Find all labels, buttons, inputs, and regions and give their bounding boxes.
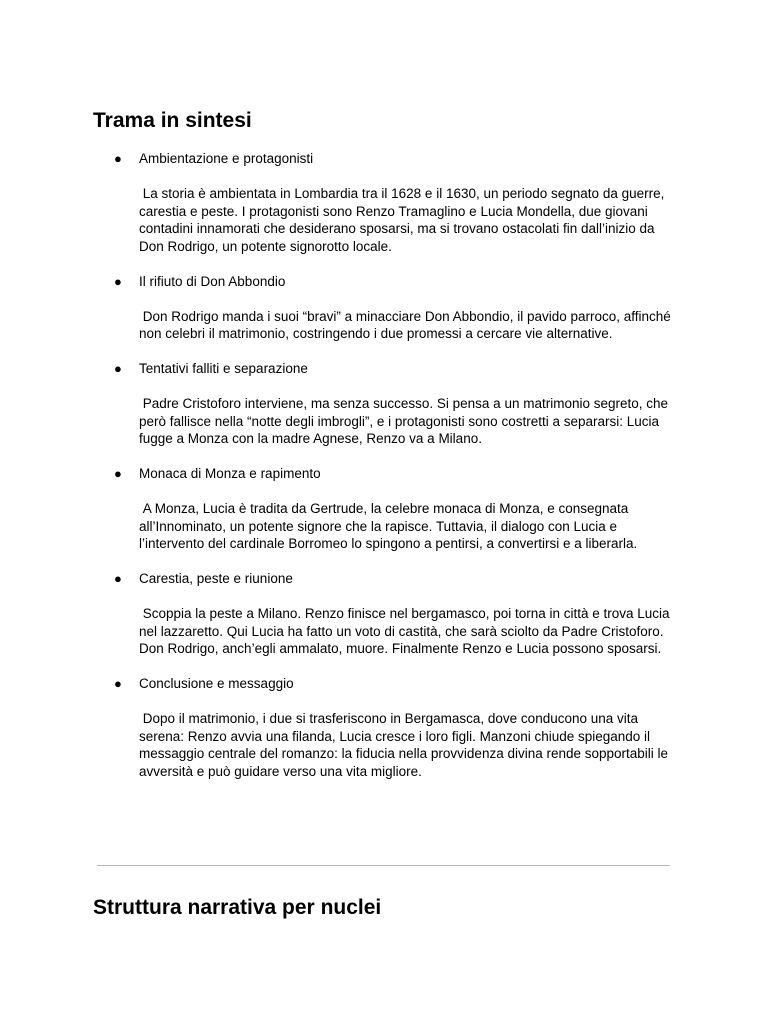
list-item-title: Il rifiuto di Don Abbondio [139, 273, 286, 289]
bullet-icon: ● [114, 675, 122, 691]
list-item-title: Ambientazione e protagonisti [139, 151, 314, 166]
list-item [0, 273, 768, 343]
list-item [0, 360, 768, 448]
bullet-icon: ● [114, 570, 122, 586]
list-item-body: La storia è ambientata in Lombardia tra il 1628 e il 1630, un periodo segnato da guerre, carestia e peste. I protagonisti sono Renzo Tramaglino e Lucia Mondella, due giovani contadini innamorati che desiderano sposarsi, ma si trovano ostacolati fin dall’inizio da Don Rodrigo, un potente signorotto locale. [139, 186, 669, 254]
bullet-icon: ● [114, 465, 122, 481]
section-heading-struttura: Struttura narrativa per nuclei [93, 896, 382, 919]
horizontal-divider [97, 865, 670, 866]
list-item-title: Monaca di Monza e rapimento [139, 465, 321, 481]
section-heading-trama: Trama in sintesi [93, 109, 252, 132]
list-item-title: Tentativi falliti e separazione [139, 360, 308, 376]
list-item [0, 465, 768, 553]
list-item-title: Conclusione e messaggio [139, 675, 294, 691]
bullet-icon: ● [114, 360, 122, 376]
list-item-body: Don Rodrigo manda i suoi “bravi” a minacciare Don Abbondio, il pavido parroco, affinché non celebri il matrimonio, costringendo i due promessi a cercare vie alternative. [139, 308, 675, 342]
list-item-body: A Monza, Lucia è tradita da Gertrude, la celebre monaca di Monza, e consegnata all’Innominato, un potente signore che la rapisce. Tuttavia, il dialogo con Lucia e l’intervento del cardinale Borromeo lo spingono a pentirsi, a convertirsi e a liberarla. [139, 501, 638, 552]
list-item-body: Scoppia la peste a Milano. Renzo finisce nel bergamasco, poi torna in città e trova Lucia nel lazzaretto. Qui Lucia ha fatto un voto di castità, che sarà sciolto da Padre Cristoforo. Don Rodrigo, anch’egli ammalato, muore. Finalmente Renzo e Lucia possono sposarsi. [139, 606, 674, 657]
list-item [0, 570, 768, 658]
plot-summary-list [0, 150, 768, 797]
list-item-title: Carestia, peste e riunione [139, 570, 293, 586]
bullet-icon: ● [114, 273, 122, 289]
list-item [0, 675, 768, 781]
list-item [0, 150, 768, 256]
bullet-icon: ● [114, 151, 122, 166]
list-item-body: Dopo il matrimonio, i due si trasferiscono in Bergamasca, dove conducono una vita serena: Renzo avvia una filanda, Lucia cresce i loro figli. Manzoni chiude spiegando il messaggio centrale del romanzo: la fiducia nella provvidenza divina rende sopportabili le avversità e può guidare verso una vita migliore. [139, 711, 672, 779]
list-item-body: Padre Cristoforo interviene, ma senza successo. Si pensa a un matrimonio segreto, che però fallisce nella “notte degli imbrogli”, e i protagonisti sono costretti a separarsi: Lucia fugge a Monza con la madre Agnese, Renzo va a Milano. [139, 396, 672, 447]
